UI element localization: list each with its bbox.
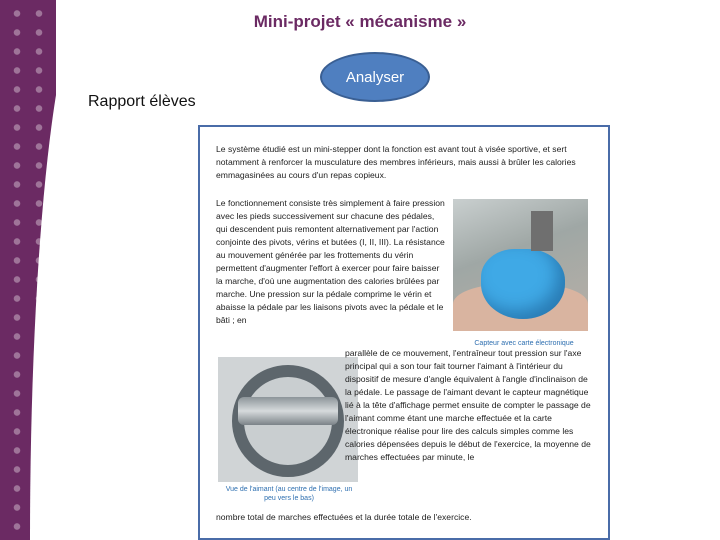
student-report-document xyxy=(198,125,610,540)
report-label: Rapport élèves xyxy=(88,93,196,110)
paragraph-conclusion: nombre total de marches effectuées et la durée totale de l'exercice. xyxy=(216,512,472,522)
page-title: Mini-projet « mécanisme » xyxy=(253,12,467,31)
sensor-board-shape xyxy=(531,211,553,251)
magnet-photo xyxy=(218,357,358,482)
paragraph-intro: Le système étudié est un mini-stepper dont la fonction est avant tout à visée sportive, et sert notamment à renforcer la musculature des membres inférieurs, mais aussi à brûler les calories emmagasinées au cours d'un repas copieux. xyxy=(216,144,576,180)
paragraph-operation: Le fonctionnement consiste très simplement à faire pression avec les pieds successivement sur chacune des pédales, qui descendent puis remontent alternativement par l'action conjointe des pivots, vérins et butées (I, II, III). La résistance au mouvement générée par les frottements du vérin permettent d'augmenter l'effort à exercer pour faire baisser la marche, d'où une augmentation des calories brûlées par marche. Une pression sur la pédale comprime le vérin et abaisse la pédale par les liaisons pivots avec la pédale et le bâti ; en xyxy=(216,198,445,325)
paragraph-measurement: parallèle de ce mouvement, l'entraîneur tout pression sur l'axe principal qui a son tour fait tourner l'aimant à l'intérieur du dispositif de mesure d'angle équivalent à l'angle d'inclinaison de la pédale. Le passage de l'aimant devant le capteur magnétique lié à la tête d'affichage permet ensuite de compter le passage de l'aimant comme étant une marche effectuée et la carte électronique réalise pour lire des calculs simples comme les calories dépensées depuis le début de l'exercice, la moyenne de marches effectuées par minute, le xyxy=(345,348,591,462)
shaft-shape xyxy=(238,397,338,425)
analyser-badge xyxy=(320,52,430,102)
sensor-photo-caption: Capteur avec carte électronique xyxy=(474,340,574,347)
blue-housing-shape xyxy=(481,249,565,319)
magnet-photo-caption: Vue de l'aimant (au centre de l'image, un peu vers le bas) xyxy=(225,486,353,502)
sensor-photo xyxy=(453,199,588,331)
analyser-label: Analyser xyxy=(345,68,405,86)
